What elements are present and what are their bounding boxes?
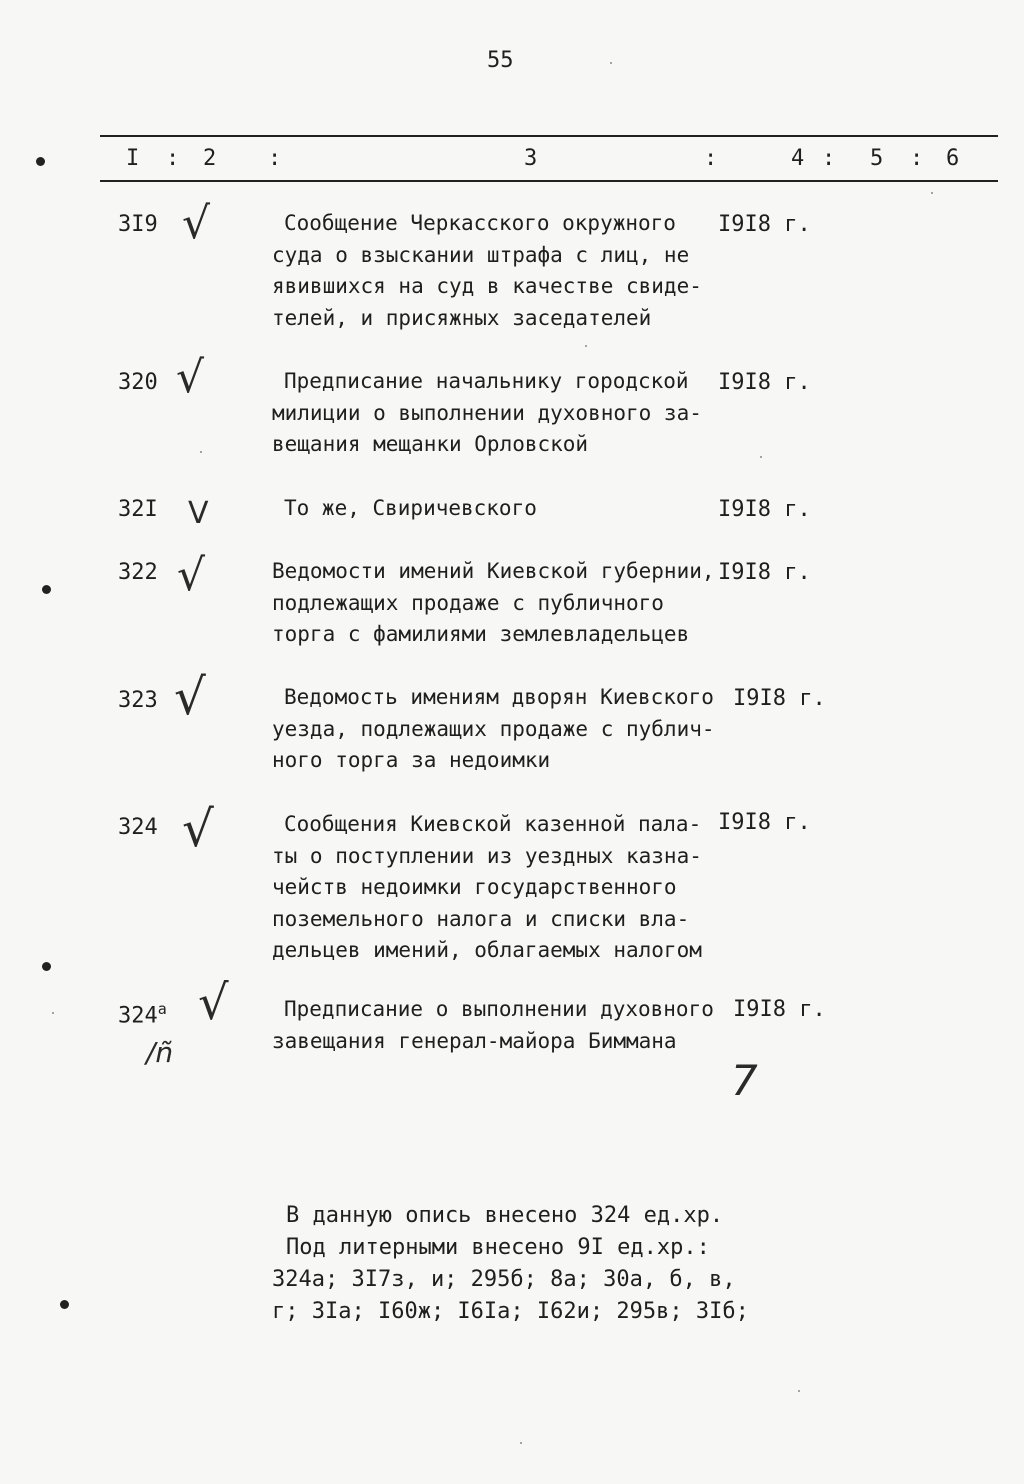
record-title: Сообщение Черкасского окружного суда о взыскании штрафа с лиц, не явившихся на суд в качестве свиде- телей, и присяжных заседателей xyxy=(272,211,702,330)
binding-hole xyxy=(42,585,51,594)
binding-hole xyxy=(60,1300,69,1309)
record-title: Ведомости имений Киевской губернии, подлежащих продаже с публичного торга с фамилиями землевладельцев xyxy=(272,559,715,646)
column-header-sep: : xyxy=(166,146,180,171)
column-header-3: 3 xyxy=(524,146,538,171)
column-header-4: 4 xyxy=(791,146,805,171)
record-title: То же, Свиричевского xyxy=(284,496,537,520)
header-top-rule xyxy=(100,135,998,137)
column-header-5: 5 xyxy=(870,146,884,171)
binding-hole xyxy=(36,157,45,166)
checkmark: √ xyxy=(177,550,206,601)
header-bottom-rule xyxy=(100,180,998,182)
row-number-suffix: а xyxy=(157,1000,167,1018)
summary-block xyxy=(272,1200,749,1328)
column-header-sep: : xyxy=(910,146,924,171)
paper-speck xyxy=(931,192,933,194)
record-year: I9I8 г. xyxy=(718,497,811,522)
record-title: Предписание о выполнении духовного завещания генерал-майора Биммана xyxy=(272,997,714,1053)
summary-line: г; 3Iа; I60ж; I6Iа; I62и; 295в; 3Iб; xyxy=(272,1299,749,1324)
row-number: 322 xyxy=(118,560,158,585)
column-header-1: I xyxy=(126,146,140,171)
binding-hole xyxy=(42,962,51,971)
checkmark: V xyxy=(188,496,209,531)
record-title: Предписание начальнику городской милиции о выполнении духовного за- вещания мещанки Орловской xyxy=(272,369,702,456)
row-number: 323 xyxy=(118,688,158,713)
paper-speck xyxy=(520,1442,522,1444)
row-number: 324 xyxy=(118,815,158,840)
record-title: Ведомость имениям дворян Киевского уезда, подлежащих продаже с публич- ного торга за недоимки xyxy=(272,685,715,772)
summary-line: 324а; 3I7з, и; 295б; 8а; 30а, б, в, xyxy=(272,1267,736,1292)
row-number: 3I9 xyxy=(118,212,158,237)
row-number: 320 xyxy=(118,370,158,395)
record-year: I9I8 г. xyxy=(718,560,811,585)
column-header-sep: : xyxy=(704,146,718,171)
record-title: Сообщения Киевской казенной пала- ты о поступлении из уездных казна- чейств недоимки государственного поземельного налога и списки вла- дельцев имений, облагаемых налогом xyxy=(272,812,702,962)
checkmark: √ xyxy=(174,668,206,726)
column-header-6: 6 xyxy=(946,146,960,171)
paper-speck xyxy=(52,1012,54,1014)
summary-line: Под литерными внесено 9I ед.хр.: xyxy=(286,1235,710,1260)
record-year: I9I8 г. xyxy=(718,370,811,395)
paper-speck xyxy=(585,345,587,347)
paper-speck xyxy=(610,62,612,64)
column-header-sep: : xyxy=(822,146,836,171)
column-header-sep: : xyxy=(268,146,282,171)
row-number: 32I xyxy=(118,497,158,522)
summary-line: В данную опись внесено 324 ед.хр. xyxy=(286,1203,724,1228)
record-year: I9I8 г. xyxy=(718,810,811,835)
page-number: 55 xyxy=(487,48,514,73)
checkmark: √ xyxy=(182,198,211,249)
checkmark: √ xyxy=(198,975,229,1031)
paper-speck xyxy=(798,1390,800,1392)
row-number xyxy=(118,1000,167,1028)
paper-speck xyxy=(200,451,202,453)
row-number-main: 324 xyxy=(118,1003,158,1029)
checkmark: √ xyxy=(182,800,214,858)
handwritten-note: /ñ xyxy=(146,1036,174,1069)
record-year: I9I8 г. xyxy=(733,997,826,1022)
record-year: I9I8 г. xyxy=(718,212,811,237)
handwritten-number: 7 xyxy=(731,1056,758,1105)
paper-speck xyxy=(760,456,762,458)
column-header-2: 2 xyxy=(203,146,217,171)
checkmark: √ xyxy=(176,352,205,403)
record-year: I9I8 г. xyxy=(733,686,826,711)
